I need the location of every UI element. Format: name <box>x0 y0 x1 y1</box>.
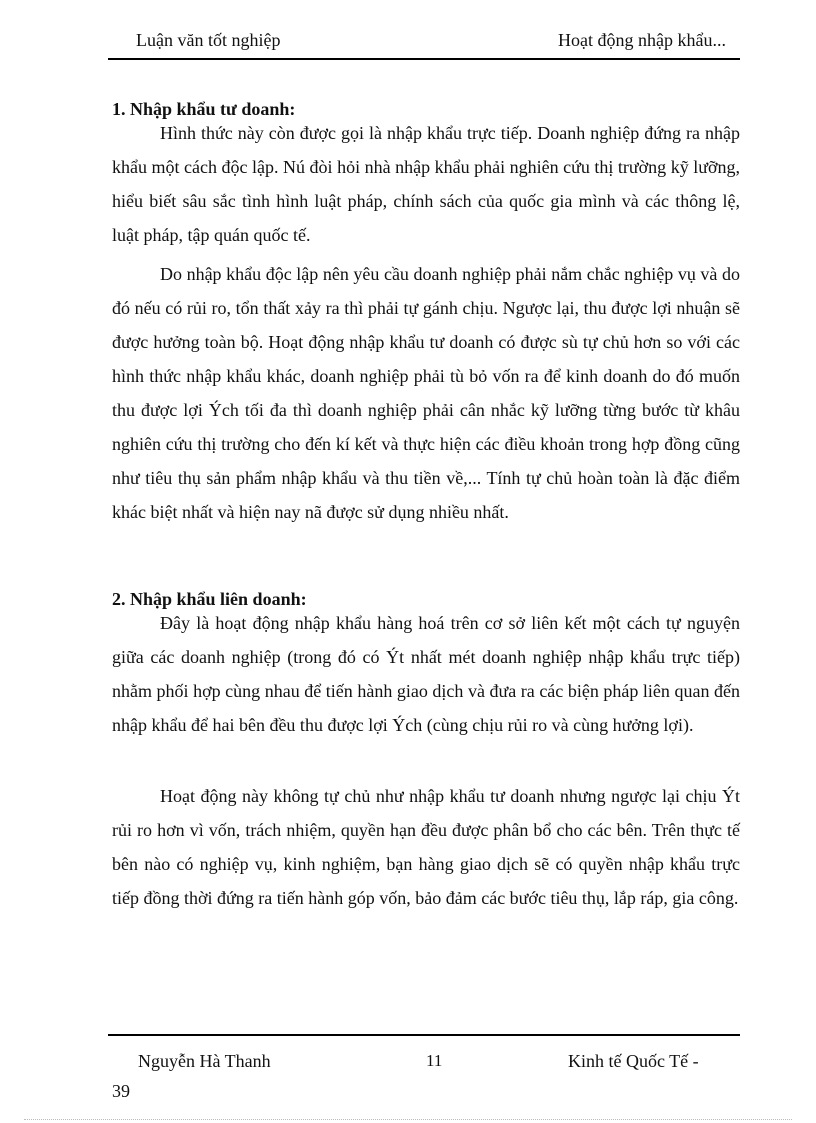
footer-class-number: 39 <box>112 1081 130 1101</box>
section-1-title: 1. Nhập khẩu tư doanh: <box>112 99 296 119</box>
page-number: 11 <box>426 1051 443 1070</box>
section-2-paragraph-1: Đây là hoạt động nhập khẩu hàng hoá trên cơ sở liên kết một cách tự nguyện giữa các doanh nghiệp (trong đó có Ýt nhất mét doanh nghiệp nhập khẩu trực tiếp) nhằm phối hợp cùng nhau để tiến hành giao dịch và đưa ra các biện pháp liên quan đến nhập khẩu để hai bên đều thu được lợi Ých (cùng chịu rủi ro và cùng hưởng lợi). <box>112 613 740 735</box>
page-header <box>108 28 740 62</box>
section-2-paragraph-2: Hoạt động này không tự chủ như nhập khẩu tư doanh nhưng ngược lại chịu Ýt rủi ro hơn vì vốn, trách nhiệm, quyền hạn đều được phân bổ cho các bên. Trên thực tế bên nào có nghiệp vụ, kinh nghiệm, bạn hàng giao dịch sẽ có quyền nhập khẩu trực tiếp đồng thời đứng ra tiến hành góp vốn, bảo đảm các bước tiêu thụ, lắp ráp, gia công. <box>112 786 740 908</box>
header-right-title: Hoạt động nhập khẩu... <box>558 30 726 50</box>
header-rule <box>108 58 740 60</box>
section-1-paragraph-1: Hình thức này còn được gọi là nhập khẩu trực tiếp. Doanh nghiệp đứng ra nhập khẩu một cách độc lập. Nú đòi hỏi nhà nhập khẩu phải nghiên cứu thị trường kỹ lưỡng, hiểu biết sâu sắc tình hình luật pháp, chính sách của quốc gia mình và các thông lệ, luật pháp, tập quán quốc tế. <box>112 123 740 245</box>
footer-rule <box>108 1034 740 1036</box>
footer-author: Nguyễn Hà Thanh <box>138 1051 271 1071</box>
header-left-title: Luận văn tốt nghiệp <box>136 30 281 50</box>
section-2-title: 2. Nhập khẩu liên doanh: <box>112 589 307 609</box>
page-bottom-border <box>24 1119 792 1120</box>
section-1-paragraph-2: Do nhập khẩu độc lập nên yêu cầu doanh nghiệp phải nắm chắc nghiệp vụ và do đó nếu có rủi ro, tổn thất xảy ra thì phải tự gánh chịu. Ngược lại, thu được lợi nhuận sẽ được hưởng toàn bộ. Hoạt động nhập khẩu tư doanh có được sù tự chủ hơn so với các hình thức nhập khẩu khác, doanh nghiệp phải tù bỏ vốn ra để kinh doanh do đó muốn thu được lợi Ých tối đa thì doanh nghiệp phải cân nhắc kỹ lưỡng từng bước từ khâu nghiên cứu thị trường cho đến kí kết và thực hiện các điều khoản trong hợp đồng cũng như tiêu thụ sản phẩm nhập khẩu và thu tiền về,... Tính tự chủ hoàn toàn là đặc điểm khác biệt nhất và hiện nay nã được sử dụng nhiều nhất. <box>112 264 740 522</box>
footer-department: Kinh tế Quốc Tế - <box>568 1051 699 1071</box>
